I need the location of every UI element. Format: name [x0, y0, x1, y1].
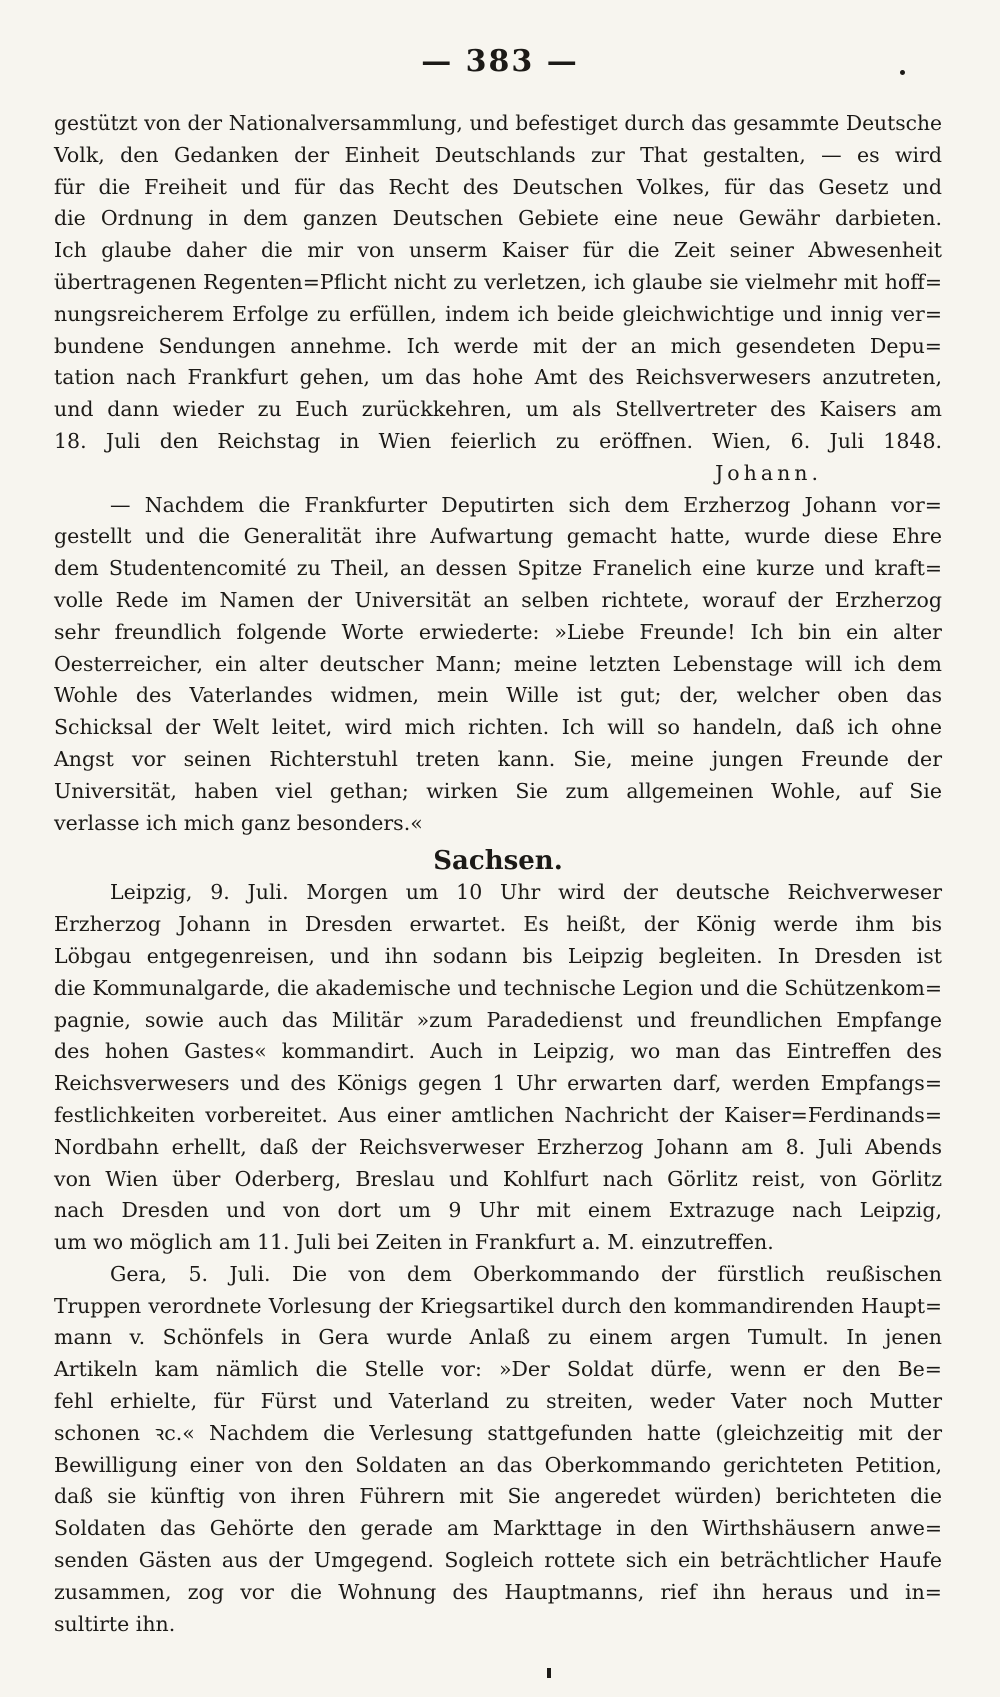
text-line: die Ordnung in dem ganzen Deutschen Gebiete eine neue Gewähr darbieten. [54, 206, 942, 231]
text-line: pagnie, sowie auch das Militär »zum Paradedienst und freundlichen Empfange [54, 1007, 942, 1032]
text-line: von Wien über Oderberg, Breslau und Kohlfurt nach Görlitz reist, von Görlitz [54, 1166, 942, 1191]
text-line: mann v. Schönfels in Gera wurde Anlaß zu einem argen Tumult. In jenen [54, 1325, 942, 1350]
text-line: Angst vor seinen Richterstuhl treten kann. Sie, meine jungen Freunde der [54, 746, 942, 771]
text-line: Volk, den Gedanken der Einheit Deutschlands zur That gestalten, — es wird [54, 142, 942, 167]
text-line: nach Dresden und von dort um 9 Uhr mit einem Extrazuge nach Leipzig, [54, 1198, 942, 1223]
text-line: fehl erhielte, für Fürst und Vaterland zu streiten, weder Vater noch Mutter [54, 1389, 942, 1414]
text-line: Universität, haben viel gethan; wirken Sie zum allgemeinen Wohle, auf Sie [54, 778, 942, 803]
text-line: für die Freiheit und für das Recht des Deutschen Volkes, für das Gesetz und [54, 174, 942, 199]
text-line: Erzherzog Johann in Dresden erwartet. Es heißt, der König werde ihm bis [54, 912, 942, 937]
text-line: Artikeln kam nämlich die Stelle vor: »Der Soldat dürfe, wenn er den Be= [54, 1357, 942, 1382]
article-body [54, 108, 942, 1640]
text-line: Bewilligung einer von den Soldaten an das Oberkommando gerichteten Petition, [54, 1452, 942, 1477]
text-line: zusammen, zog vor die Wohnung des Hauptmanns, rief ihn heraus und in= [54, 1579, 942, 1604]
text-line: sehr freundlich folgende Worte erwiederte: »Liebe Freunde! Ich bin ein alter [54, 619, 942, 644]
text-line: 18. Juli den Reichstag in Wien feierlich zu eröffnen. Wien, 6. Juli 1848. [54, 428, 942, 453]
text-line: nungsreicherem Erfolge zu erfüllen, indem ich beide gleichwichtige und innig ver= [54, 301, 942, 326]
text-line: senden Gästen aus der Umgegend. Sogleich rottete sich ein beträchtlicher Haufe [54, 1548, 942, 1573]
text-line: und dann wieder zu Euch zurückkehren, um als Stellvertreter des Kaisers am [54, 397, 942, 422]
text-line: volle Rede im Namen der Universität an selben richtete, worauf der Erzherzog [54, 587, 942, 612]
text-line: Reichsverwesers und des Königs gegen 1 Uhr erwarten darf, werden Empfangs= [54, 1071, 942, 1096]
text-line: des hohen Gastes« kommandirt. Auch in Leipzig, wo man das Eintreffen des [54, 1039, 942, 1064]
text-line: Löbgau entgegenreisen, und ihn sodann bis Leipzig begleiten. In Dresden ist [54, 943, 942, 968]
text-line: Nordbahn erhellt, daß der Reichsverweser Erzherzog Johann am 8. Juli Abends [54, 1134, 942, 1159]
text-line: Soldaten das Gehörte den gerade am Markttage in den Wirthshäusern anwe= [54, 1516, 942, 1541]
text-line: Ich glaube daher die mir von unserm Kaiser für die Zeit seiner Abwesenheit [54, 238, 942, 263]
text-line: bundene Sendungen annehme. Ich werde mit der an mich gesendeten Depu= [54, 333, 942, 358]
section-heading: Sachsen. [433, 846, 563, 877]
page-header [0, 40, 1000, 90]
text-line: die Kommunalgarde, die akademische und technische Legion und die Schützenkom= [54, 975, 942, 1000]
text-line: — Nachdem die Frankfurter Deputirten sich dem Erzherzog Johann vor= [110, 492, 942, 517]
header-dot-mark [900, 70, 905, 75]
text-line: Schicksal der Welt leitet, wird mich richten. Ich will so handeln, daß ich ohne [54, 715, 942, 740]
signature: Johann. [715, 460, 822, 485]
footer-ink-mark [547, 1668, 551, 1678]
text-line: um wo möglich am 11. Juli bei Zeiten in Frankfurt a. M. einzutreffen. [54, 1230, 774, 1255]
text-line: gestützt von der Nationalversammlung, und befestiget durch das gesammte Deutsche [54, 111, 942, 135]
text-line: sultirte ihn. [54, 1611, 176, 1636]
text-line: gestellt und die Generalität ihre Aufwartung gemacht hatte, wurde diese Ehre [54, 524, 942, 549]
text-line: Wohle des Vaterlandes widmen, mein Wille ist gut; der, welcher oben das [54, 683, 942, 708]
text-line: Leipzig, 9. Juli. Morgen um 10 Uhr wird der deutsche Reichverweser [110, 880, 942, 905]
text-line: Gera, 5. Juli. Die von dem Oberkommando der fürstlich reußischen [110, 1261, 942, 1286]
text-line: tation nach Frankfurt gehen, um das hohe Amt des Reichsverwesers anzutreten, [54, 365, 942, 390]
text-line: festlichkeiten vorbereitet. Aus einer amtlichen Nachricht der Kaiser=Ferdinands= [54, 1102, 942, 1127]
text-line: schonen ꝛc.« Nachdem die Verlesung stattgefunden hatte (gleichzeitig mit der [54, 1420, 942, 1445]
text-line: verlasse ich mich ganz besonders.« [54, 810, 423, 835]
text-line: daß sie künftig von ihren Führern mit Sie angeredet würden) berichteten die [54, 1484, 942, 1509]
page-number: — 383 — [421, 44, 579, 79]
text-line: dem Studentencomité zu Theil, an dessen Spitze Franelich eine kurze und kraft= [54, 556, 942, 581]
text-line: übertragenen Regenten=Pflicht nicht zu verletzen, ich glaube sie vielmehr mit hoff= [54, 269, 942, 294]
text-line: Oesterreicher, ein alter deutscher Mann; meine letzten Lebenstage will ich dem [54, 651, 942, 676]
text-line: Truppen verordnete Vorlesung der Kriegsartikel durch den kommandirenden Haupt= [54, 1293, 942, 1318]
